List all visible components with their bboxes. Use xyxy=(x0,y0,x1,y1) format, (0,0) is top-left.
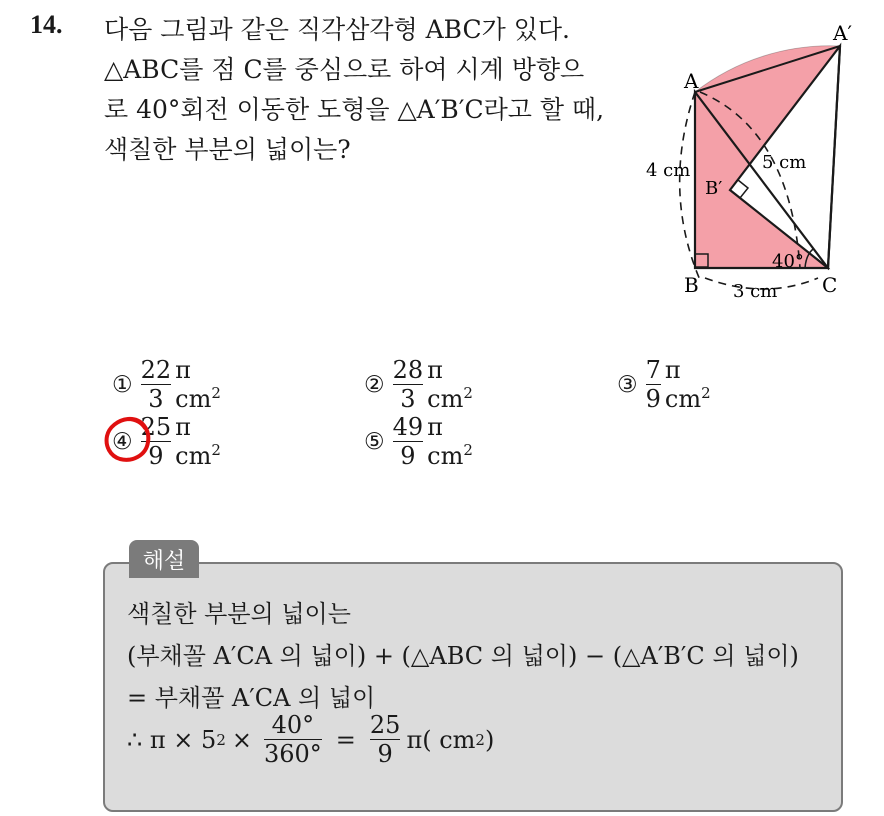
denominator: 3 xyxy=(148,385,164,413)
choice-number: ⑤ xyxy=(364,428,385,455)
question-number: 14. xyxy=(30,10,63,39)
label-b-prime: B′ xyxy=(705,178,723,199)
choice-2[interactable] xyxy=(364,356,473,413)
label-side-bc: 3 cm xyxy=(733,281,778,302)
choice-number: ② xyxy=(364,371,385,398)
formula-close: ) xyxy=(484,725,495,754)
choice-unit xyxy=(175,413,221,470)
unit-text: π cm xyxy=(427,413,464,470)
denominator: 360° xyxy=(263,740,322,768)
numerator: 25 xyxy=(369,711,401,739)
label-b: B xyxy=(684,273,699,297)
numerator: 49 xyxy=(392,413,424,441)
formula-prefix: ∴ π × 5 xyxy=(127,725,217,754)
choice-5[interactable] xyxy=(364,413,473,470)
explanation-box xyxy=(103,562,843,812)
numerator: 7 xyxy=(645,356,661,384)
question-line: 로 40°회전 이동한 도형을 △A′B′C라고 할 때, xyxy=(104,95,605,124)
choice-unit xyxy=(175,356,221,413)
unit-exponent: 2 xyxy=(701,384,711,402)
label-angle: 40° xyxy=(772,251,804,272)
choice-number: ① xyxy=(112,371,133,398)
formula-suffix-exp: 2 xyxy=(475,730,485,749)
choice-unit xyxy=(427,413,473,470)
explanation-line-2: (부채꼴 A′CA 의 넓이) + (△ABC 의 넓이) − (△A′B′C 의 넓이) xyxy=(127,642,799,670)
question-line: 다음 그림과 같은 직각삼각형 ABC가 있다. xyxy=(104,15,570,44)
denominator: 9 xyxy=(400,442,416,470)
explanation-line-4 xyxy=(127,712,494,767)
answer-mark-circle xyxy=(102,414,154,466)
choice-unit xyxy=(427,356,473,413)
question-line: 색칠한 부분의 넓이는? xyxy=(104,135,351,164)
choice-number: ③ xyxy=(617,371,638,398)
formula-suffix: π( cm xyxy=(406,725,476,754)
label-c: C xyxy=(822,273,838,297)
label-a-prime: A′ xyxy=(833,21,852,45)
unit-text: π cm xyxy=(175,356,212,413)
unit-text: π cm xyxy=(175,413,212,470)
unit-exponent: 2 xyxy=(463,384,473,402)
formula-times: × xyxy=(231,725,252,754)
formula-result-fraction xyxy=(370,712,401,767)
unit-exponent: 2 xyxy=(211,384,221,402)
formula-angle-fraction xyxy=(264,712,322,767)
formula-equals: = xyxy=(335,725,356,754)
choice-fraction xyxy=(646,357,661,412)
choice-fraction xyxy=(393,414,424,469)
choice-1[interactable] xyxy=(112,356,221,413)
numerator: 28 xyxy=(392,356,424,384)
unit-text: π cm xyxy=(664,356,702,413)
denominator: 9 xyxy=(645,385,661,413)
denominator: 3 xyxy=(400,385,416,413)
question-line: △ABC를 점 C를 중심으로 하여 시계 방향으 xyxy=(104,55,585,84)
choice-fraction xyxy=(393,357,424,412)
unit-text: π cm xyxy=(427,356,464,413)
numerator: 25 xyxy=(140,413,172,441)
choice-3[interactable] xyxy=(617,356,711,413)
choice-unit xyxy=(665,356,711,413)
denominator: 9 xyxy=(148,442,164,470)
formula-prefix-exp: 2 xyxy=(216,730,226,749)
unit-exponent: 2 xyxy=(463,441,473,459)
choice-fraction xyxy=(141,357,172,412)
label-side-ac: 5 cm xyxy=(762,152,807,173)
explanation-line-1: 색칠한 부분의 넓이는 xyxy=(127,600,351,628)
explanation-line-3: = 부채꼴 A′CA 의 넓이 xyxy=(127,684,376,712)
choice-number: ④ xyxy=(112,428,133,455)
numerator: 22 xyxy=(140,356,172,384)
unit-exponent: 2 xyxy=(211,441,221,459)
rotation-figure xyxy=(0,0,884,320)
label-side-ab: 4 cm xyxy=(646,160,691,181)
numerator: 40° xyxy=(271,711,315,739)
label-a: A xyxy=(684,69,699,93)
denominator: 9 xyxy=(377,740,393,768)
explanation-tab: 해설 xyxy=(129,540,199,578)
formula xyxy=(127,712,494,767)
